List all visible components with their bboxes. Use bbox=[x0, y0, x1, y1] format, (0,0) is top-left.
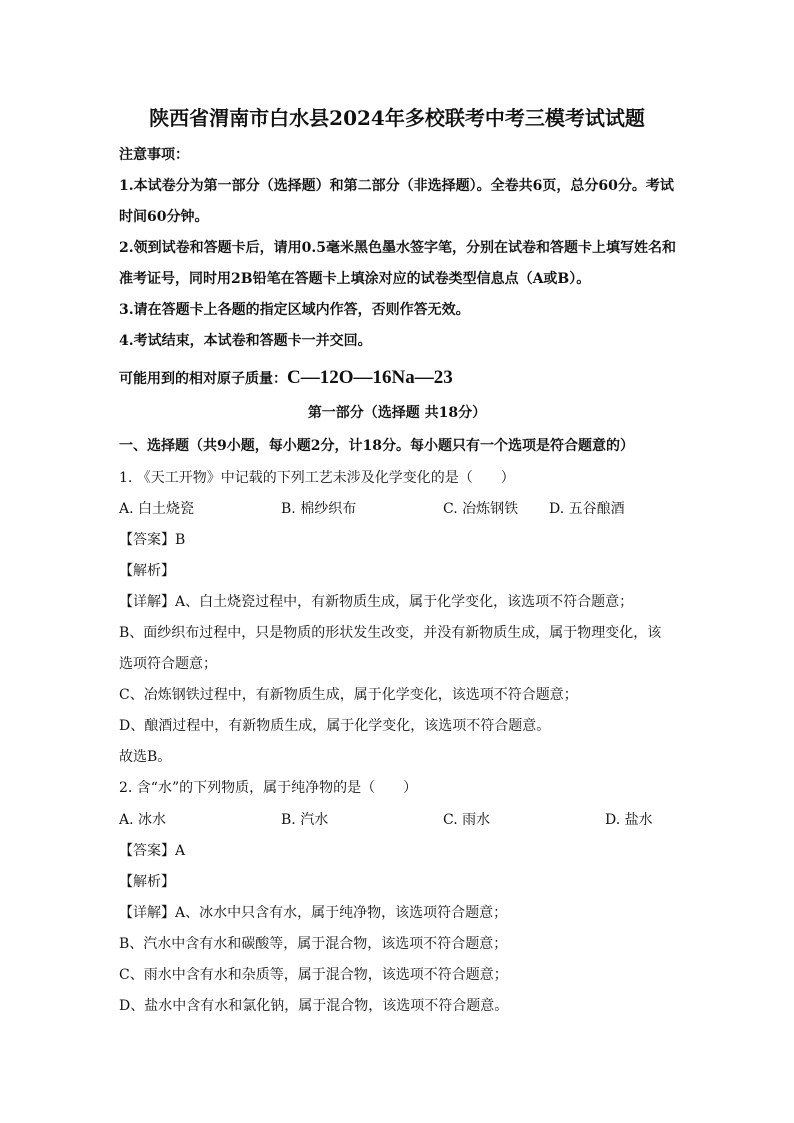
atomic-mass-row bbox=[119, 369, 453, 388]
option-a: A. 白土烧瓷 bbox=[119, 501, 195, 517]
section1-heading: 一、选择题（共9小题，每小题2分，计18分。每小题只有一个选项是符合题意的） bbox=[119, 438, 634, 454]
notice-line: 4.考试结束，本试卷和答题卡一并交回。 bbox=[119, 333, 372, 349]
detail-line: C、雨水中含有水和杂质等，属于混合物，该选项不符合题意； bbox=[119, 967, 508, 983]
notice-line: 准考证号，同时用2B铅笔在答题卡上填涂对应的试卷类型信息点（A或B）。 bbox=[119, 271, 591, 287]
option-b: B. 棉纱织布 bbox=[281, 501, 357, 517]
detail-line: 【详解】A、冰水中只含有水，属于纯净物，该选项符合题意； bbox=[119, 905, 508, 921]
exam-title: 陕西省渭南市白水县2024年多校联考中考三模考试试题 bbox=[149, 106, 645, 130]
question-stem: 1. 《天工开物》中记载的下列工艺未涉及化学变化的是（ ） bbox=[119, 470, 515, 486]
notice-line: 1.本试卷分为第一部分（选择题）和第二部分（非选择题）。全卷共6页，总分60分。考试 bbox=[119, 178, 674, 194]
option-c: C. 冶炼钢铁 bbox=[443, 501, 519, 517]
analysis-label: 【解析】 bbox=[119, 874, 175, 890]
option-a: A. 冰水 bbox=[119, 812, 167, 828]
option-d: D. 五谷酿酒 bbox=[549, 501, 625, 517]
notice-line: 时间60分钟。 bbox=[119, 209, 209, 225]
detail-line: C、冶炼钢铁过程中，有新物质生成，属于化学变化，该选项不符合题意； bbox=[119, 687, 578, 703]
atomic-mass-label: 可能用到的相对原子质量： bbox=[119, 371, 287, 387]
analysis-label: 【解析】 bbox=[119, 563, 175, 579]
option-b: B. 汽水 bbox=[281, 812, 329, 828]
answer-line: 【答案】A bbox=[119, 843, 186, 859]
detail-line: 选项符合题意； bbox=[119, 656, 217, 672]
detail-line: B、汽水中含有水和碳酸等，属于混合物，该选项不符合题意； bbox=[119, 936, 508, 952]
part1-heading: 第一部分（选择题 共18分） bbox=[307, 405, 487, 421]
notice-line: 3.请在答题卡上各题的指定区域内作答，否则作答无效。 bbox=[119, 302, 470, 318]
question-stem: 2. 含“水”的下列物质，属于纯净物的是（ ） bbox=[119, 780, 418, 796]
atomic-mass-formula: C—12O—16Na—23 bbox=[287, 367, 453, 388]
option-c: C. 雨水 bbox=[443, 812, 491, 828]
detail-line: D、酿酒过程中，有新物质生成，属于化学变化，该选项不符合题意。 bbox=[119, 718, 551, 734]
notice-heading: 注意事项： bbox=[119, 147, 189, 163]
detail-line: D、盐水中含有水和氯化钠，属于混合物，该选项不符合题意。 bbox=[119, 998, 509, 1014]
detail-line: 【详解】A、白土烧瓷过程中，有新物质生成，属于化学变化，该选项不符合题意； bbox=[119, 594, 634, 610]
option-d: D. 盐水 bbox=[605, 812, 653, 828]
detail-line: 故选B。 bbox=[119, 749, 172, 765]
answer-line: 【答案】B bbox=[119, 532, 186, 548]
notice-line: 2.领到试卷和答题卡后，请用0.5毫米黑色墨水签字笔，分别在试卷和答题卡上填写姓名和 bbox=[119, 240, 676, 256]
detail-line: B、面纱织布过程中，只是物质的形状发生改变，并没有新物质生成，属于物理变化，该 bbox=[119, 625, 662, 641]
